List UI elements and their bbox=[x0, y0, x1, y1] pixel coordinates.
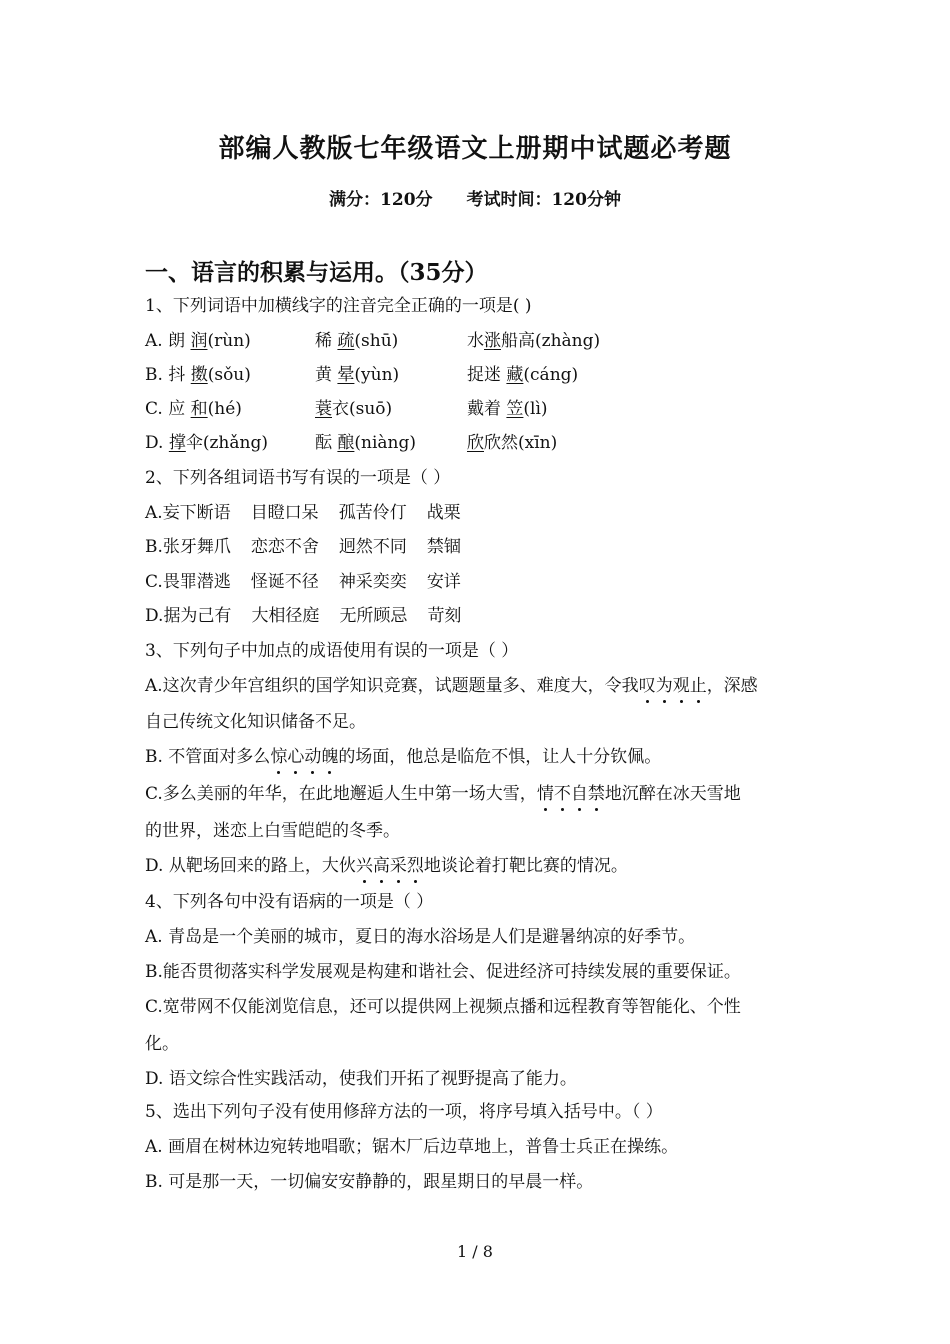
question-3-stem: 3、下列句子中加点的成语使用有误的一项是（ ） bbox=[145, 641, 519, 661]
emphasis-dot-char: 惊 bbox=[270, 747, 288, 767]
emphasis-dot-char: 不 bbox=[553, 784, 571, 804]
q2-option-b: B.张牙舞爪 恋恋不舍 迥然不同 禁锢 bbox=[145, 537, 461, 557]
q4-option-c-line2: 化。 bbox=[145, 1034, 179, 1054]
q5-option-a: A. 画眉在树林边宛转地唱歌；锯木厂后边草地上，普鲁士兵正在操练。 bbox=[145, 1137, 679, 1157]
dotted-idiom bbox=[356, 856, 424, 876]
q3-option-c-line2: 的世界，迷恋上白雪皑皑的冬季。 bbox=[145, 821, 400, 841]
emphasis-dot-char: 魄 bbox=[321, 747, 339, 767]
q2-option-c: C.畏罪潜逃 怪诞不径 神采奕奕 安详 bbox=[145, 572, 461, 592]
exam-meta bbox=[0, 185, 950, 210]
q4-option-c-line1: C.宽带网不仅能浏览信息，还可以提供网上视频点播和远程教育等智能化、个性 bbox=[145, 997, 741, 1017]
q3-option-a-line1: A.这次青少年宫组织的国学知识竞赛，试题题量多、难度大，令我叹为观止，深感 bbox=[145, 676, 758, 696]
dotted-idiom bbox=[537, 784, 605, 804]
question-4-stem: 4、下列各句中没有语病的一项是（ ） bbox=[145, 892, 434, 912]
q2-option-d: D.据为己有 大相径庭 无所顾忌 苛刻 bbox=[145, 606, 462, 626]
emphasis-dot-char: 烈 bbox=[406, 856, 424, 876]
q3-option-c-line1: C.多么美丽的年华，在此地邂逅人生中第一场大雪，情不自禁地沉醉在冰天雪地 bbox=[145, 784, 741, 804]
q3-option-a-line2: 自己传统文化知识储备不足。 bbox=[145, 712, 366, 732]
q4-option-d: D. 语文综合性实践活动，使我们开拓了视野提高了能力。 bbox=[145, 1069, 577, 1089]
question-2-stem: 2、下列各组词语书写有误的一项是（ ） bbox=[145, 468, 451, 488]
emphasis-dot-char: 为 bbox=[655, 676, 673, 696]
q4-option-a: A. 青岛是一个美丽的城市，夏日的海水浴场是人们是避暑纳凉的好季节。 bbox=[145, 927, 696, 947]
q1-option-a: A. 朗 润(rùn) 稀 疏(shū) 水涨船高(zhàng) bbox=[145, 331, 601, 351]
q2-option-a: A.妄下断语 目瞪口呆 孤苦伶仃 战栗 bbox=[145, 503, 461, 523]
q1-option-d: D. 撑伞(zhǎng) 酝 酿(niàng) 欣欣然(xīn) bbox=[145, 433, 558, 453]
emphasis-dot-char: 叹 bbox=[638, 676, 656, 696]
q3-option-d: D. 从靶场回来的路上，大伙兴高采烈地谈论着打靶比赛的情况。 bbox=[145, 856, 628, 876]
emphasis-dot-char: 兴 bbox=[355, 856, 373, 876]
emphasis-dot-char: 自 bbox=[570, 784, 588, 804]
page-number: 1 / 8 bbox=[457, 1242, 493, 1261]
emphasis-dot-char: 高 bbox=[372, 856, 390, 876]
dotted-idiom bbox=[639, 676, 707, 696]
emphasis-dot-char: 采 bbox=[389, 856, 407, 876]
exam-time: 考试时间：120分钟 bbox=[466, 190, 621, 210]
q1-option-b: B. 抖 擞(sǒu) 黄 晕(yùn) 捉迷 藏(cáng) bbox=[145, 365, 579, 385]
q4-option-b: B.能否贯彻落实科学发展观是构建和谐社会、促进经济可持续发展的重要保证。 bbox=[145, 962, 741, 982]
page-title: 部编人教版七年级语文上册期中试题必考题 bbox=[218, 134, 732, 164]
emphasis-dot-char: 动 bbox=[304, 747, 322, 767]
question-5-stem: 5、选出下列句子没有使用修辞方法的一项，将序号填入括号中。（ ） bbox=[145, 1102, 663, 1122]
emphasis-dot-char: 观 bbox=[672, 676, 690, 696]
dotted-idiom bbox=[270, 747, 338, 767]
emphasis-dot-char: 情 bbox=[536, 784, 554, 804]
section-heading: 一、语言的积累与运用。（35分） bbox=[145, 259, 488, 286]
q3-option-b: B. 不管面对多么惊心动魄的场面，他总是临危不惧，让人十分钦佩。 bbox=[145, 747, 662, 767]
emphasis-dot-char: 禁 bbox=[587, 784, 605, 804]
q5-option-b: B. 可是那一天，一切偏安安静静的，跟星期日的早晨一样。 bbox=[145, 1172, 594, 1192]
full-score: 满分：120分 bbox=[329, 190, 433, 210]
emphasis-dot-char: 止 bbox=[689, 676, 707, 696]
question-1-stem: 1、下列词语中加横线字的注音完全正确的一项是( ) bbox=[145, 296, 532, 316]
q1-option-c: C. 应 和(hé) 蓑衣(suō) 戴着 笠(lì) bbox=[145, 399, 548, 419]
emphasis-dot-char: 心 bbox=[287, 747, 305, 767]
